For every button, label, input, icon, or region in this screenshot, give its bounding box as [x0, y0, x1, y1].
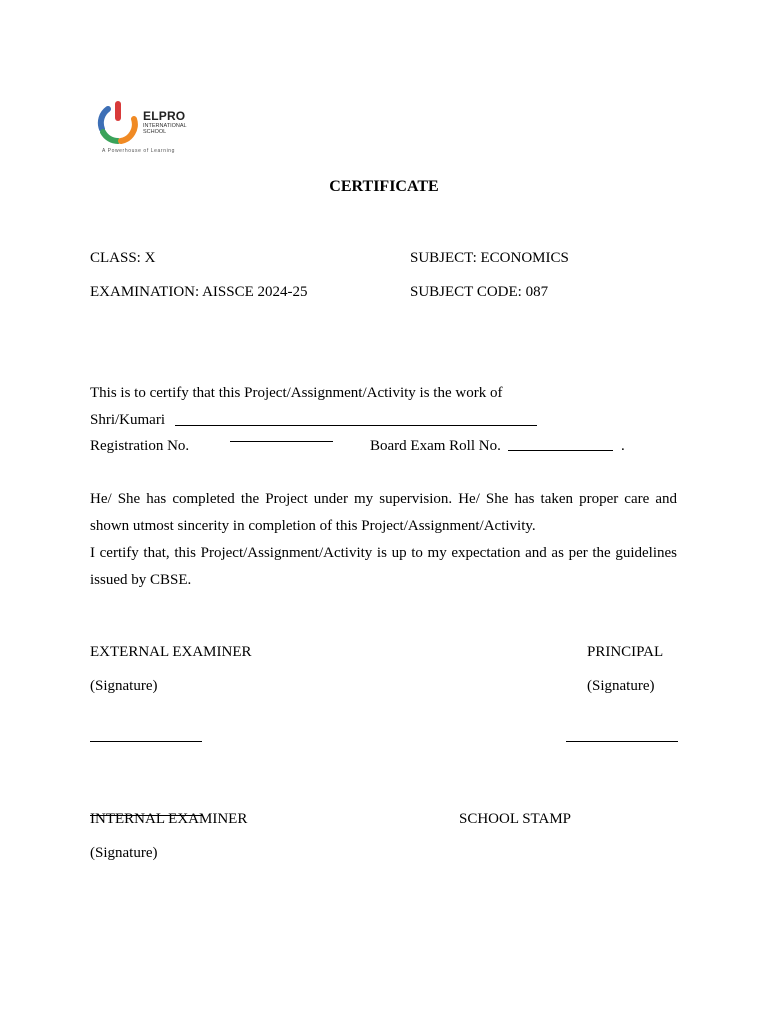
examination-label: EXAMINATION: AISSCE 2024-25: [90, 284, 308, 300]
roll-number-line: [508, 450, 613, 451]
certify-statement: This is to certify that this Project/Assignment/Activity is the work of: [90, 385, 503, 401]
subject-label: SUBJECT: ECONOMICS: [410, 250, 569, 266]
internal-signature-label: (Signature): [90, 845, 158, 861]
logo-tagline: A Powerhouse of Learning: [102, 148, 176, 154]
logo-name: ELPRO: [143, 109, 186, 123]
logo-subtitle: INTERNATIONAL SCHOOL: [143, 123, 187, 135]
subject-code-label: SUBJECT CODE: 087: [410, 284, 549, 300]
principal-signature-line: [566, 741, 678, 742]
certificate-title: CERTIFICATE: [329, 178, 439, 195]
external-examiner-label: EXTERNAL EXAMINER: [90, 644, 252, 660]
roll-number-label: Board Exam Roll No.: [370, 438, 501, 454]
school-logo: [92, 96, 200, 158]
shri-kumari-label: Shri/Kumari: [90, 412, 165, 428]
internal-examiner-label: INTERNAL EXAMINER: [90, 811, 248, 827]
power-logo-icon: [94, 99, 142, 147]
registration-line: [230, 441, 333, 442]
external-signature-label: (Signature): [90, 678, 158, 694]
guidelines-paragraph: I certify that, this Project/Assignment/Activity is up to my expectation and as per the guidelines issued by CBSE.: [90, 545, 677, 588]
registration-label: Registration No.: [90, 438, 190, 454]
principal-label: PRINCIPAL: [587, 644, 664, 660]
external-signature-line: [90, 741, 202, 742]
class-label: CLASS: X: [90, 250, 156, 266]
principal-signature-label: (Signature): [587, 678, 655, 694]
roll-end-dot: .: [621, 438, 625, 454]
school-stamp-label: SCHOOL STAMP: [459, 811, 572, 827]
student-name-line: [175, 425, 537, 426]
supervision-paragraph: He/ She has completed the Project under my supervision. He/ She has taken proper care and shown utmost sincerity in completion of this Project/Assignment/Activity.: [90, 491, 677, 534]
